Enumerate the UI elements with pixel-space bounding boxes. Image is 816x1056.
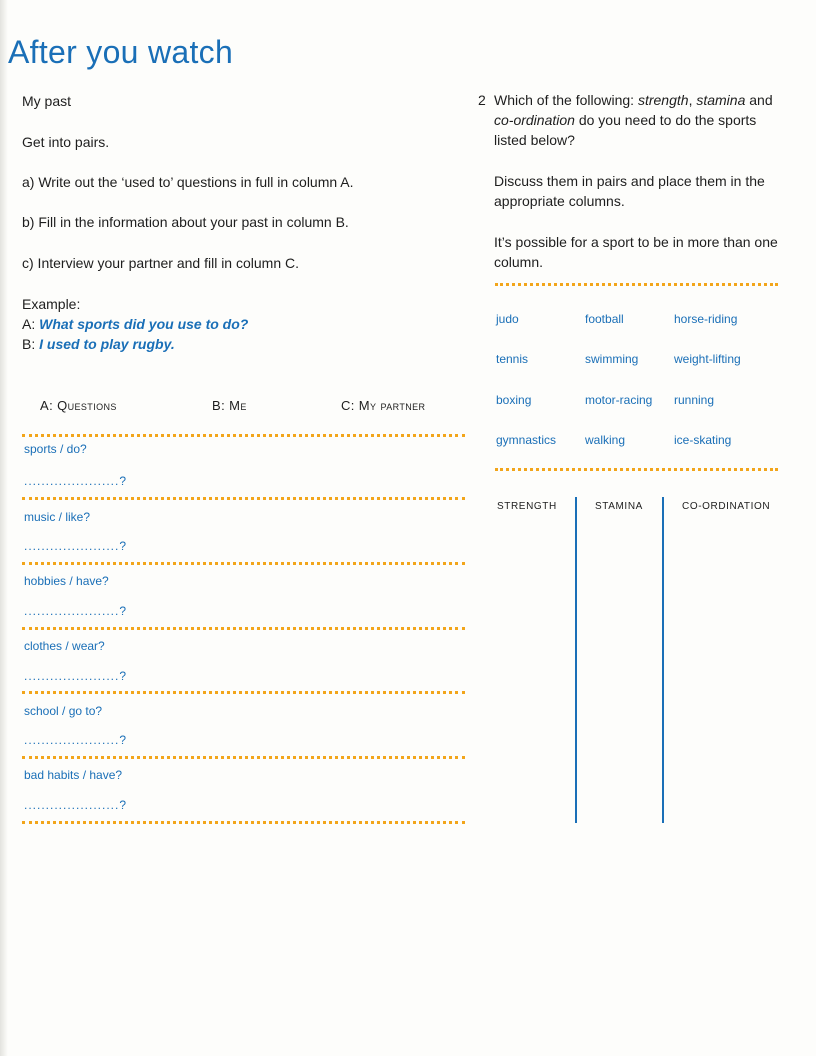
example-label: Example: (22, 296, 81, 312)
prompt-music: music / like? (24, 510, 91, 524)
sport-football: football (585, 312, 624, 326)
column-header-me: B: Me (212, 398, 247, 413)
sport-horse-riding: horse-riding (674, 312, 738, 326)
question-after-1: do you need to do the sports (574, 112, 757, 128)
sport-motor-racing: motor-racing (585, 393, 653, 407)
example-a-answer: What sports did you use to do? (39, 316, 249, 332)
example-b-answer: I used to play rugby. (39, 336, 175, 352)
prompt-sports: sports / do? (24, 442, 87, 456)
divider-dotted (22, 691, 465, 694)
example-a (22, 316, 248, 332)
answer-blank[interactable]: ......................? (24, 474, 128, 488)
example-a-label: A: (22, 316, 36, 332)
term-stamina: stamina (696, 92, 746, 108)
sport-walking: walking (585, 433, 626, 447)
instruction-pairs: Get into pairs. (22, 134, 110, 150)
sport-judo: judo (496, 312, 519, 326)
divider-dotted (22, 562, 465, 565)
divider-dotted (22, 497, 465, 500)
answer-blank[interactable]: ......................? (24, 733, 128, 747)
question-comma: , (688, 92, 697, 108)
sport-swimming: swimming (585, 352, 639, 366)
answer-blank[interactable]: ......................? (24, 798, 128, 812)
sport-ice-skating: ice-skating (674, 433, 732, 447)
prompt-school: school / go to? (24, 704, 103, 718)
possible-instruction (494, 232, 794, 272)
sport-boxing: boxing (496, 393, 532, 407)
question-and: and (745, 92, 773, 108)
column-header-coordination: CO-ORDINATION (682, 501, 771, 512)
discuss-instruction (494, 171, 794, 211)
sport-tennis: tennis (496, 352, 529, 366)
task-a: a) Write out the ‘used to’ questions in full in column A. (22, 174, 354, 190)
question-text (494, 90, 794, 150)
example-b-label: B: (22, 336, 36, 352)
column-divider (575, 497, 577, 823)
possible-line-2: column. (494, 254, 544, 270)
question-after-2: listed below? (494, 132, 575, 148)
column-header-stamina: STAMINA (595, 501, 643, 512)
answer-blank[interactable]: ......................? (24, 669, 128, 683)
divider-dotted (22, 756, 465, 759)
page-edge-shadow (0, 0, 8, 1056)
prompt-clothes: clothes / wear? (24, 639, 105, 653)
prompt-hobbies: hobbies / have? (24, 574, 109, 588)
task-b: b) Fill in the information about your past in column B. (22, 214, 349, 230)
possible-line-1: It’s possible for a sport to be in more than one (494, 234, 778, 250)
term-strength: strength (637, 92, 689, 108)
divider-dotted (22, 627, 465, 630)
sport-gymnastics: gymnastics (496, 433, 557, 447)
column-header-questions: A: Questions (40, 398, 117, 413)
example-b (22, 336, 175, 352)
sport-running: running (674, 393, 715, 407)
discuss-line-2: appropriate columns. (494, 193, 625, 209)
column-divider (662, 497, 664, 823)
prompt-bad-habits: bad habits / have? (24, 768, 123, 782)
sport-weight-lifting: weight-lifting (674, 352, 741, 366)
column-header-partner: C: My partner (341, 398, 426, 413)
column-header-strength: STRENGTH (497, 501, 557, 512)
term-coordination: co-ordination (494, 112, 575, 128)
divider-dotted (22, 821, 465, 824)
question-number: 2 (478, 92, 486, 108)
divider-dotted (495, 468, 778, 471)
task-c: c) Interview your partner and fill in column C. (22, 255, 299, 271)
divider-dotted (495, 283, 778, 286)
section-title: My past (22, 93, 72, 109)
answer-blank[interactable]: ......................? (24, 604, 128, 618)
question-before: Which of the following: (494, 92, 638, 108)
discuss-line-1: Discuss them in pairs and place them in the (494, 173, 765, 189)
page-title: After you watch (8, 34, 234, 70)
divider-dotted (22, 434, 465, 437)
answer-blank[interactable]: ......................? (24, 539, 128, 553)
